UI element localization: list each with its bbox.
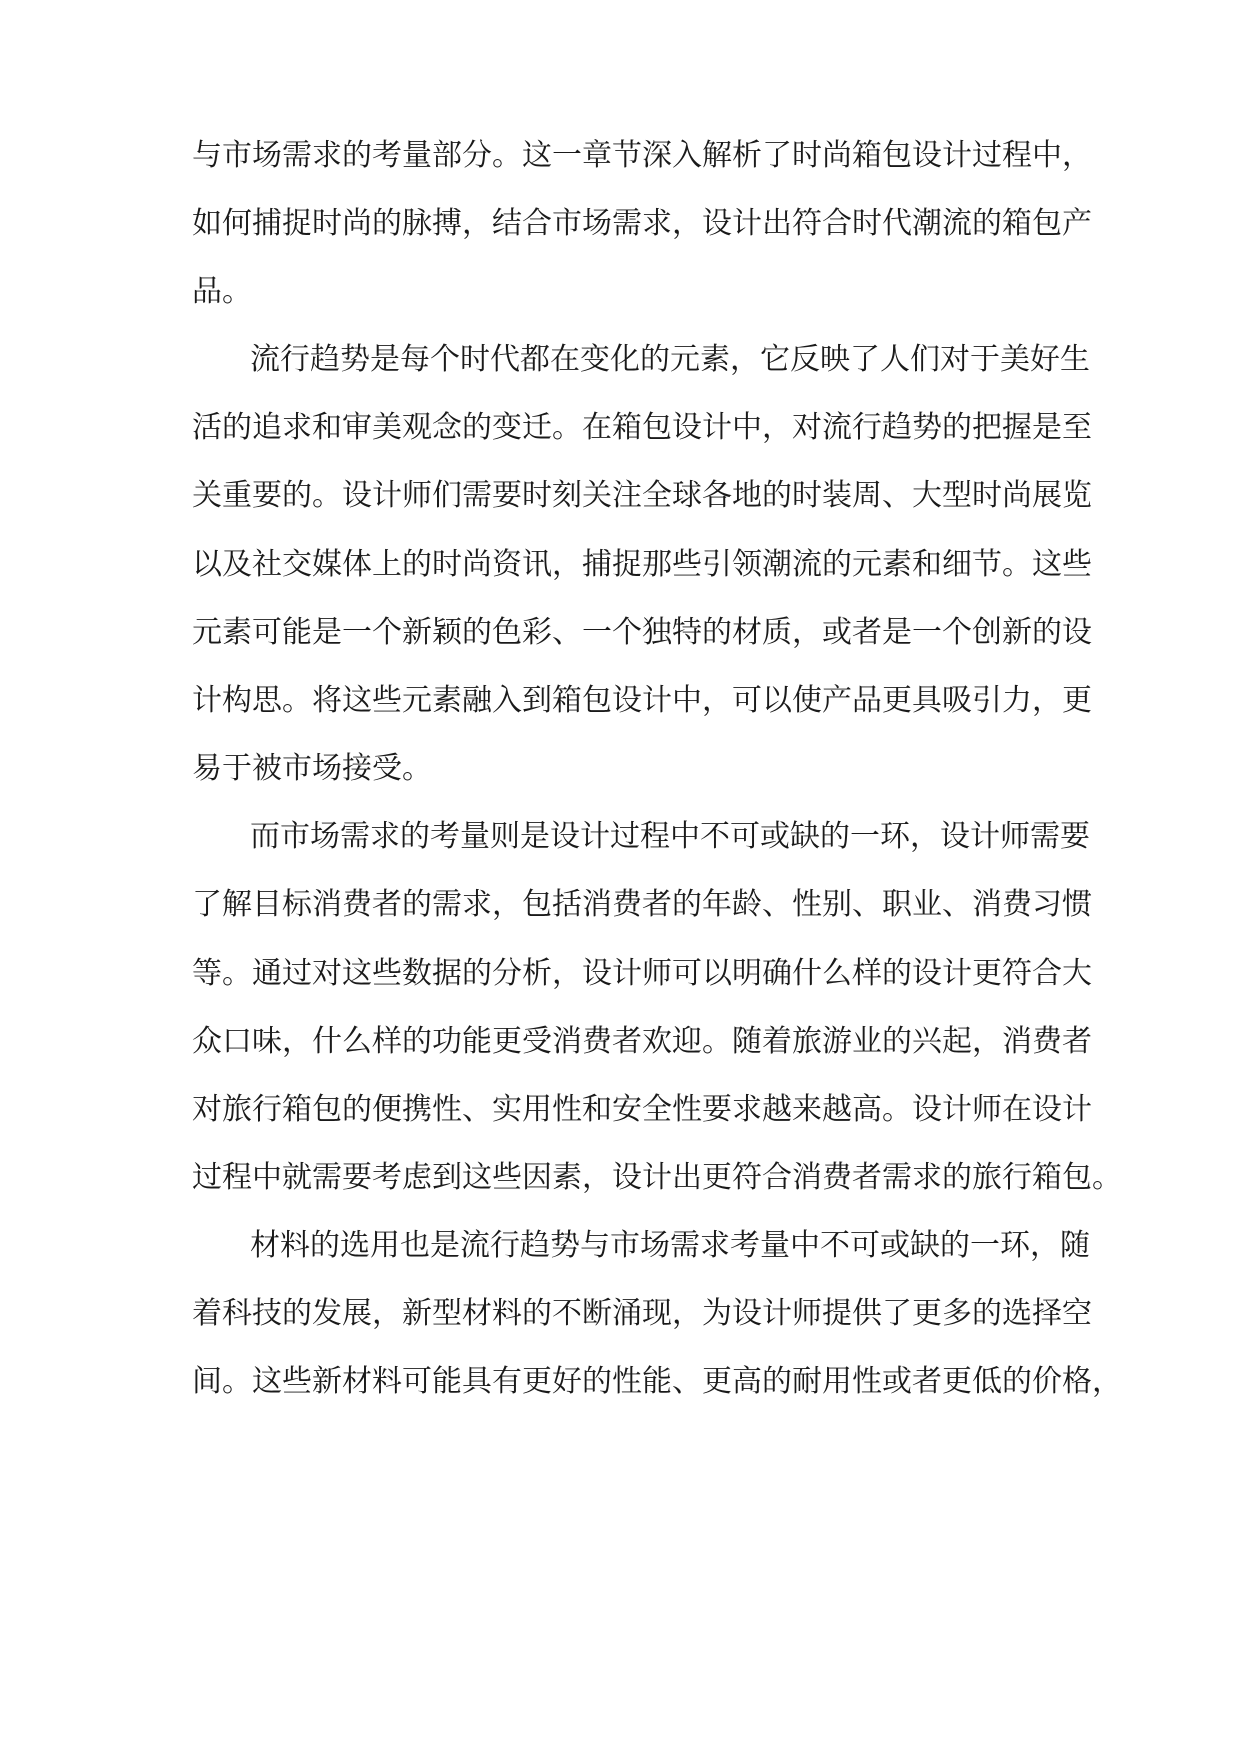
paragraph-first-line: 而市场需求的考量则是设计过程中不可或缺的一环，设计师需要 — [250, 819, 1090, 854]
text-line: 活的追求和审美观念的变迁。在箱包设计中，对流行趋势的把握是至 — [192, 410, 1092, 445]
text-line: 等。通过对这些数据的分析，设计师可以明确什么样的设计更符合大 — [192, 956, 1092, 991]
text-line: 众口味，什么样的功能更受消费者欢迎。随着旅游业的兴起，消费者 — [192, 1024, 1092, 1059]
text-line: 如何捕捉时尚的脉搏，结合市场需求，设计出符合时代潮流的箱包产 — [192, 206, 1092, 241]
text-line: 元素可能是一个新颖的色彩、一个独特的材质，或者是一个创新的设 — [192, 615, 1092, 650]
paragraph-first-line: 流行趋势是每个时代都在变化的元素，它反映了人们对于美好生 — [250, 342, 1090, 377]
text-line: 与市场需求的考量部分。这一章节深入解析了时尚箱包设计过程中， — [192, 138, 1092, 173]
text-line: 对旅行箱包的便携性、实用性和安全性要求越来越高。设计师在设计 — [192, 1092, 1092, 1127]
text-line: 品。 — [192, 274, 252, 309]
text-line: 过程中就需要考虑到这些因素，设计出更符合消费者需求的旅行箱包。 — [192, 1160, 1122, 1195]
text-line: 关重要的。设计师们需要时刻关注全球各地的时装周、大型时尚展览 — [192, 478, 1092, 513]
text-line: 计构思。将这些元素融入到箱包设计中，可以使产品更具吸引力，更 — [192, 683, 1092, 718]
text-line: 以及社交媒体上的时尚资讯，捕捉那些引领潮流的元素和细节。这些 — [192, 547, 1092, 582]
paragraph-first-line: 材料的选用也是流行趋势与市场需求考量中不可或缺的一环，随 — [250, 1228, 1090, 1263]
text-line: 着科技的发展，新型材料的不断涌现，为设计师提供了更多的选择空 — [192, 1296, 1092, 1331]
text-line: 易于被市场接受。 — [192, 751, 432, 786]
text-line: 了解目标消费者的需求，包括消费者的年龄、性别、职业、消费习惯 — [192, 887, 1092, 922]
text-line: 间。这些新材料可能具有更好的性能、更高的耐用性或者更低的价格， — [192, 1364, 1122, 1399]
